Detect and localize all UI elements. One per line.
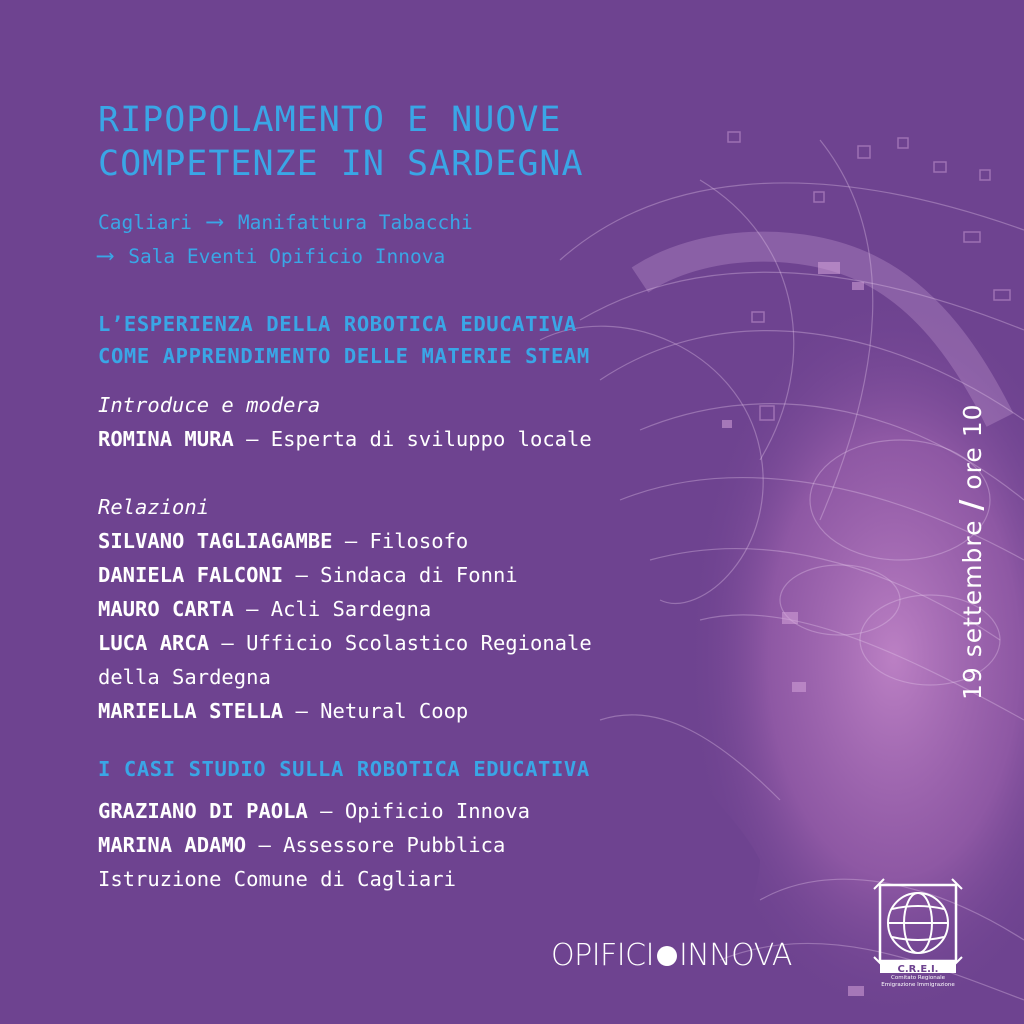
title-line-1: RIPOPOLAMENTO E NUOVE — [98, 100, 562, 140]
arrow-right-icon: ⟶ — [98, 241, 113, 269]
speaker-name: MAURO CARTA — [98, 597, 234, 621]
speaker-role: – Ufficio Scolastico Regionale — [209, 631, 592, 655]
crei-logo-text — [870, 964, 966, 989]
crei-subtitle-2: Emigrazione Immigrazione — [881, 982, 955, 988]
speaker-name: MARIELLA STELLA — [98, 699, 284, 723]
section-2-title: I CASI STUDIO SULLA ROBOTICA EDUCATIVA — [98, 757, 590, 781]
speaker-role: – Netural Coop — [283, 699, 469, 723]
speaker-entry — [98, 694, 798, 728]
brand-text-right: INNOVA — [678, 938, 792, 973]
speaker-entry — [98, 828, 798, 862]
title-line-2: COMPETENZE IN SARDEGNA — [98, 144, 584, 184]
moderator-label: Introduce e modera — [98, 393, 321, 417]
event-date — [952, 403, 993, 700]
moderator-block — [98, 388, 798, 456]
speaker-name: MARINA ADAMO — [98, 833, 247, 857]
brand-text-left: OPIFICI — [551, 938, 654, 973]
arrow-right-icon: ⟶ — [207, 207, 223, 235]
speaker-role: – Sindaca di Fonni — [283, 563, 518, 587]
speaker-role: – Acli Sardegna — [233, 597, 432, 621]
speaker-name: LUCA ARCA — [98, 631, 210, 655]
date-separator: / — [954, 498, 989, 511]
speaker-entry — [98, 558, 798, 592]
speaker-name: GRAZIANO DI PAOLA — [98, 799, 308, 823]
location-city: Cagliari — [98, 211, 192, 234]
speaker-entry — [98, 626, 798, 660]
event-location — [98, 205, 473, 273]
section-1-title-line-2: COME APPRENDIMENTO DELLE MATERIE STEAM — [98, 344, 590, 368]
location-line-2 — [98, 239, 473, 273]
speaker-role: – Opificio Innova — [307, 799, 530, 823]
speaker-role-continued: della Sardegna — [98, 665, 271, 689]
crei-subtitle-1: Comitato Regionale — [891, 975, 945, 981]
speaker-name: DANIELA FALCONI — [98, 563, 284, 587]
event-title — [98, 98, 584, 186]
crei-acronym: C.R.E.I. — [897, 964, 939, 975]
speaker-role: – Esperta di sviluppo locale — [233, 427, 592, 451]
location-line-1 — [98, 205, 473, 239]
speaker-entry — [98, 592, 798, 626]
brand-dot-icon — [657, 946, 677, 966]
speaker-entry — [98, 794, 798, 828]
opificio-innova-logo — [551, 938, 792, 973]
talks-label: Relazioni — [98, 495, 210, 519]
location-venue-2: Sala Eventi Opificio Innova — [128, 245, 446, 268]
speaker-name: SILVANO TAGLIAGAMBE — [98, 529, 333, 553]
moderator-entry — [98, 422, 798, 456]
speaker-name: ROMINA MURA — [98, 427, 234, 451]
talks-block — [98, 490, 798, 728]
date-time: ore 10 — [958, 403, 987, 490]
speaker-role-continued: Istruzione Comune di Cagliari — [98, 867, 456, 891]
speaker-role: – Assessore Pubblica — [246, 833, 506, 857]
section-1-title — [98, 308, 590, 372]
date-day: 19 settembre — [958, 519, 987, 700]
location-venue-1: Manifattura Tabacchi — [237, 211, 473, 234]
section-1-title-line-1: L’ESPERIENZA DELLA ROBOTICA EDUCATIVA — [98, 312, 577, 336]
speaker-entry — [98, 524, 798, 558]
case-studies-block — [98, 794, 798, 896]
speaker-role: – Filosofo — [332, 529, 469, 553]
